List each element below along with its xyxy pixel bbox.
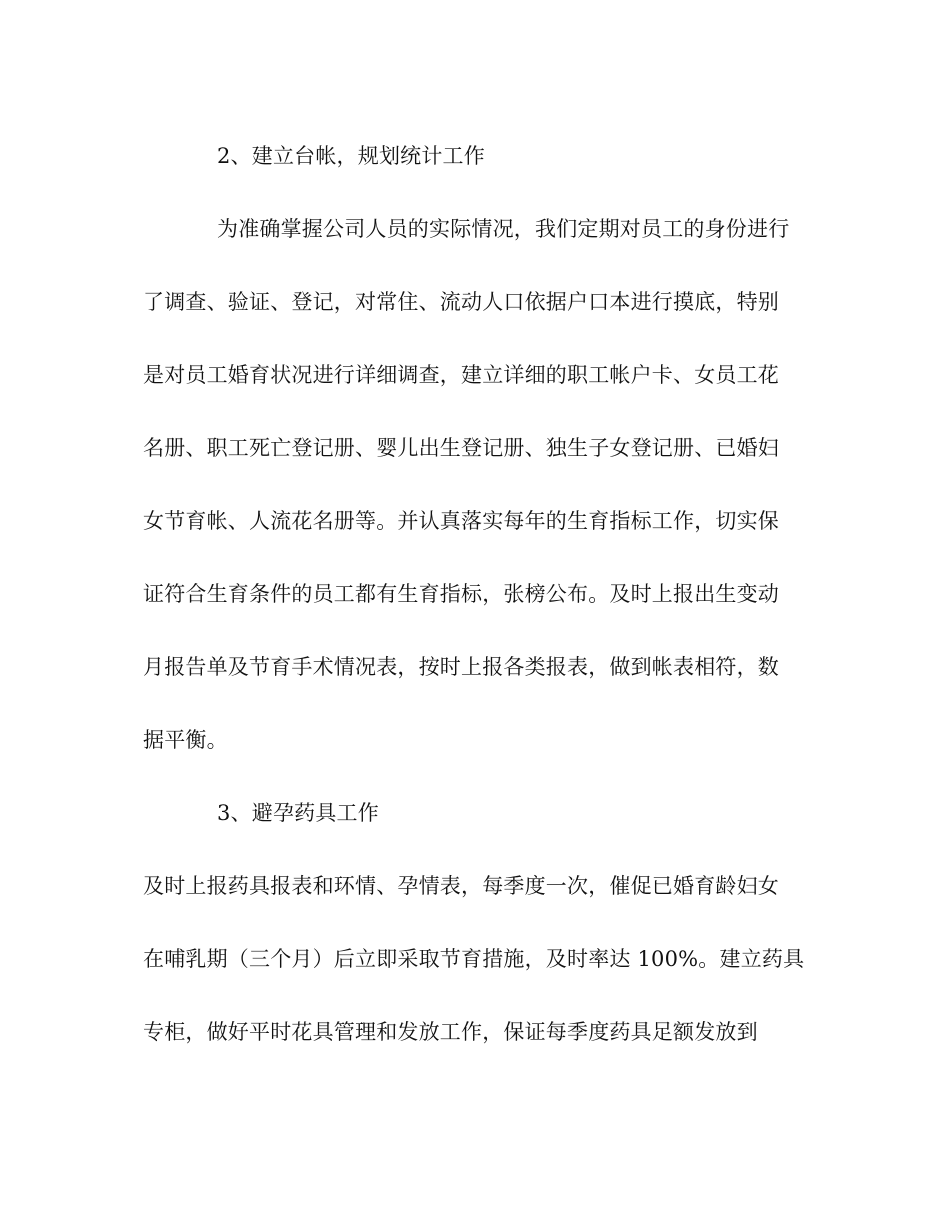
paragraph-line: 女节育帐、人流花名册等。并认真落实每年的生育指标工作，切实保 — [143, 509, 779, 533]
paragraph-line: 证符合生育条件的员工都有生育指标，张榜公布。及时上报出生变动 — [143, 582, 779, 606]
paragraph-line: 月报告单及节育手术情况表，按时上报各类报表，做到帐表相符，数 — [143, 655, 779, 679]
paragraph-line: 在哺乳期（三个月）后立即采取节育措施，及时率达 100%。建立药具 — [143, 947, 805, 971]
paragraph-line: 了调查、验证、登记，对常住、流动人口依据户口本进行摸底，特别 — [143, 290, 779, 314]
paragraph-line: 及时上报药具报表和环情、孕情表，每季度一次，催促已婚育龄妇女 — [143, 874, 779, 898]
section-3-heading: 3、避孕药具工作 — [217, 801, 379, 825]
section-2-heading: 2、建立台帐，规划统计工作 — [217, 144, 485, 168]
paragraph-line: 是对员工婚育状况进行详细调查，建立详细的职工帐户卡、女员工花 — [143, 363, 779, 387]
paragraph-line: 据平衡。 — [143, 728, 228, 752]
paragraph-line: 专柜，做好平时花具管理和发放工作，保证每季度药具足额发放到 — [143, 1020, 758, 1044]
paragraph-line: 为准确掌握公司人员的实际情况，我们定期对员工的身份进行 — [217, 217, 790, 241]
paragraph-line: 名册、职工死亡登记册、婴儿出生登记册、独生子女登记册、已婚妇 — [143, 436, 779, 460]
